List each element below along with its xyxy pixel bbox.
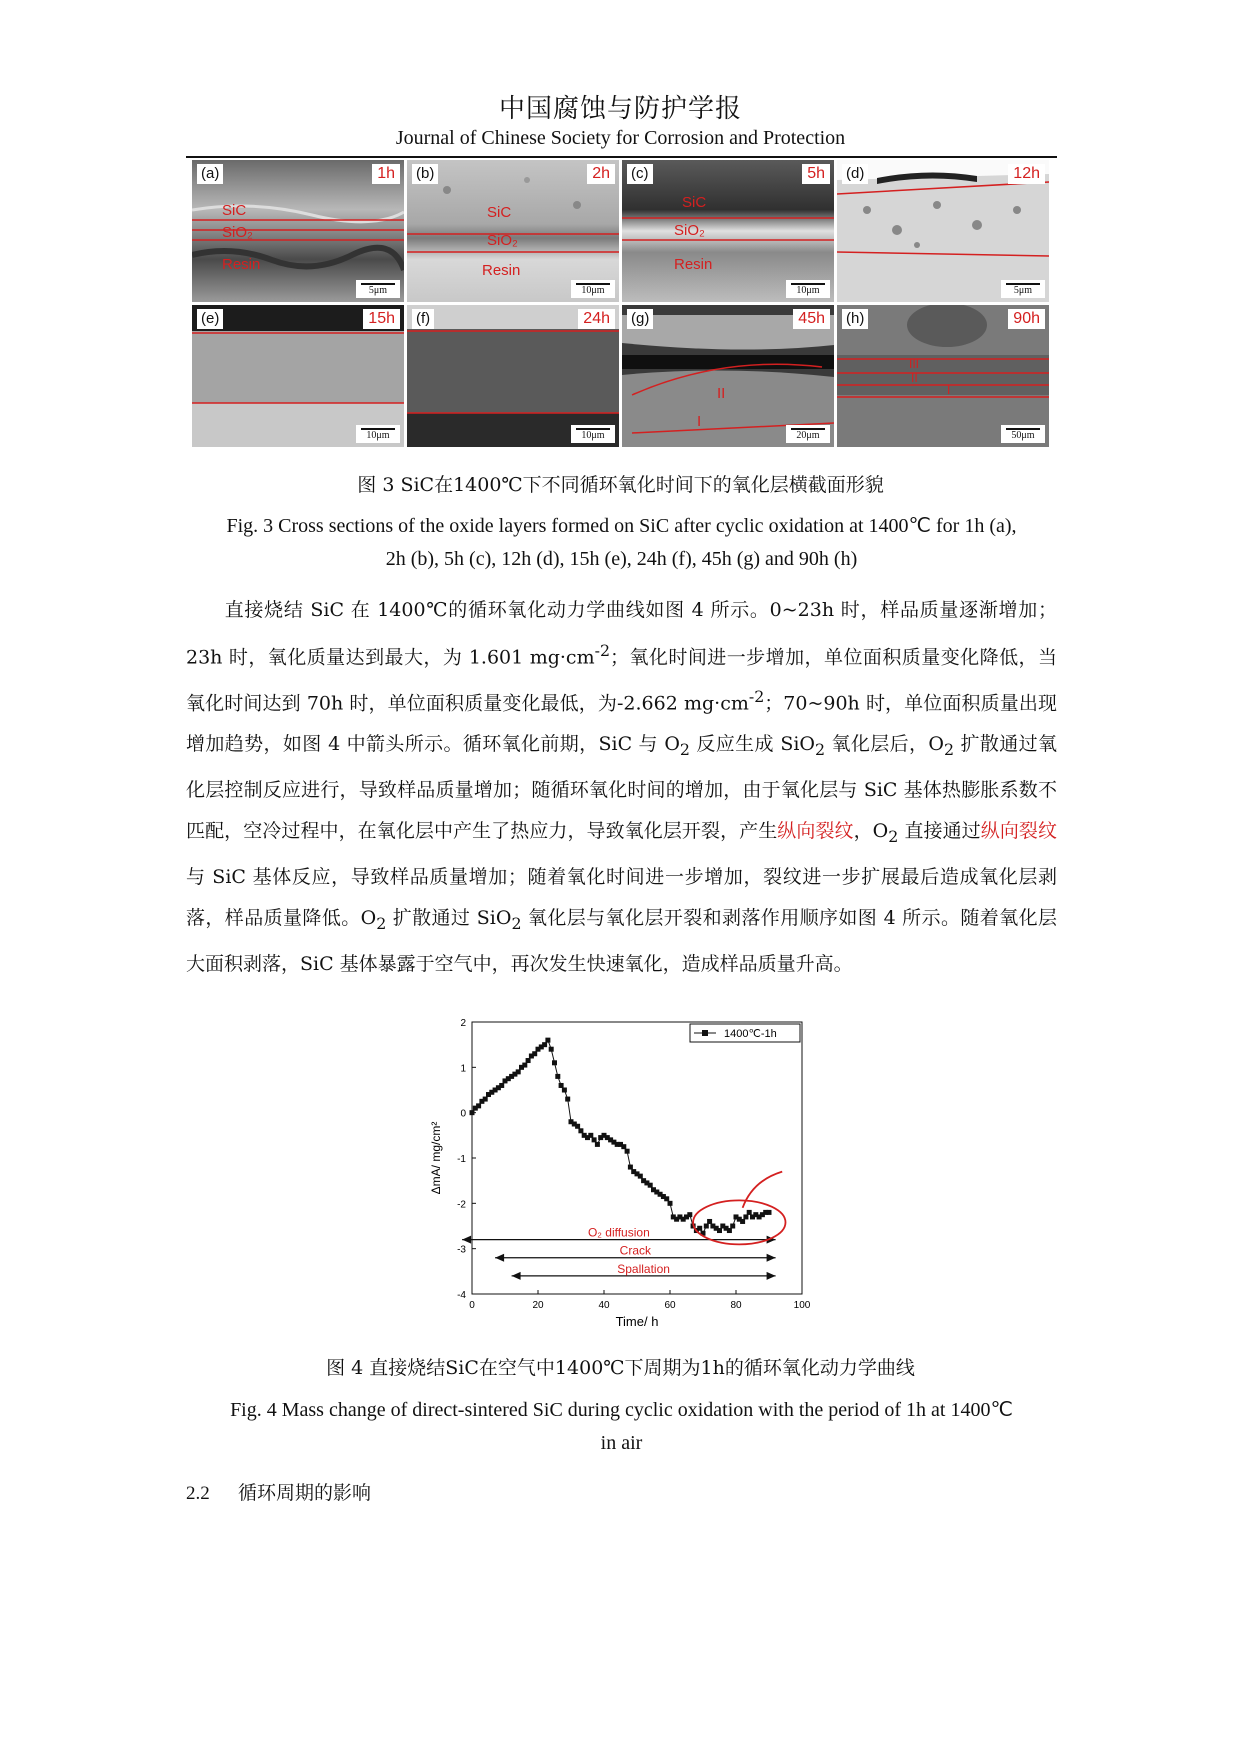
figure3-caption-en: Fig. 3 Cross sections of the oxide layers formed on SiC after cyclic oxidation at 1400℃ for 1h (a), 2h (b), 5h (c), 12h (d), 15h (e), 24h (f), 45h (g) and 90h (h): [226, 515, 1017, 570]
data-point: [730, 1224, 735, 1229]
layer-label: SiO₂: [487, 232, 518, 249]
arrow-head: [462, 1236, 471, 1244]
scale-bar: 10μm: [571, 280, 615, 298]
panel-label: (e): [197, 309, 223, 329]
arrow-head: [512, 1272, 521, 1280]
legend-marker: [702, 1030, 708, 1036]
data-point: [767, 1210, 772, 1215]
x-tick-label: 80: [730, 1300, 742, 1311]
y-tick-label: -2: [457, 1199, 466, 1211]
data-point: [559, 1083, 564, 1088]
x-axis-label: Time/ h: [615, 1314, 659, 1329]
scale-bar: 10μm: [356, 425, 400, 443]
panel-time: 15h: [363, 309, 400, 329]
scale-bar: 10μm: [571, 425, 615, 443]
figure3-caption-cn: 图 3 SiC在1400℃下不同循环氧化时间下的氧化层横截面形貌: [357, 474, 884, 496]
layer-label: II: [717, 385, 726, 402]
panel-label: (d): [842, 164, 868, 184]
scale-bar: 50μm: [1001, 425, 1045, 443]
data-point: [549, 1047, 554, 1052]
panel-time: 2h: [587, 164, 615, 184]
data-point: [555, 1074, 560, 1079]
panel-time: 24h: [578, 309, 615, 329]
panel-time: 12h: [1008, 164, 1045, 184]
data-point: [687, 1212, 692, 1217]
panel-label: (b): [412, 164, 438, 184]
sem-panel-g: [622, 305, 834, 447]
data-point: [578, 1128, 583, 1133]
layer-label: III: [909, 357, 920, 371]
y-tick-label: -4: [457, 1290, 466, 1301]
layer-label: SiC: [222, 202, 247, 219]
legend-label: 1400℃-1h: [724, 1028, 777, 1040]
sem-panel-f: [407, 305, 619, 447]
data-point: [717, 1228, 722, 1233]
y-axis-label: ΔmA/ mg/cm²: [429, 1121, 443, 1195]
highlight-text: 纵向裂纹: [980, 819, 1057, 842]
data-point: [743, 1214, 748, 1219]
body-paragraph: 直接烧结 SiC 在 1400℃的循环氧化动力学曲线如图 4 所示。0~23h 时，样品质量逐渐增加；23h 时，氧化质量达到最大，为 1.601 $mg\cdot cm^{-2}$；氧化时间进一步增加，单位面积质量变化降低，当氧化时间达到 70h 时，单位面积质量变化最低，为-2.662 $mg\cdot cm^{-2}$；70~90h 时，单位面积质量出现增加趋势，如图 4 中箭头所示。循环氧化前期，SiC 与 $O_2$ 反应生成 SiO$_2$ 氧化层后，$O_2$ 扩散通过氧化层控制反应进行，导致样品质量增加；随循环氧化时间的增加，由于氧化层与 SiC 基体热膨胀系数不匹配，空冷过程中，在氧化层中产生了热应力，导致氧化层开裂，产生纵向裂纹，$O_2$ 直接通过纵向裂纹与 SiC 基体反应，导致样品质量增加；随着氧化时间进一步增加，裂纹进一步扩展最后造成氧化层剥落，样品质量降低。$O_2$ 扩散通过 SiO$_2$ 氧化层与氧化层开裂和剥落作用顺序如图 4 所示。随着氧化层大面积剥落，SiC 基体暴露于空气中，再次发生快速氧化，造成样品质量升高。: [186, 599, 1058, 976]
data-point: [740, 1219, 745, 1224]
layer-label: SiO₂: [674, 222, 705, 239]
data-point: [562, 1088, 567, 1093]
arrow-head: [767, 1254, 776, 1262]
x-tick-label: 0: [469, 1300, 475, 1311]
x-tick-label: 40: [598, 1300, 610, 1311]
y-tick-label: -1: [457, 1154, 466, 1165]
data-point: [648, 1183, 653, 1188]
panel-time: 5h: [802, 164, 830, 184]
scale-bar: 20μm: [786, 425, 830, 443]
data-point: [621, 1144, 626, 1149]
x-tick-label: 60: [664, 1300, 676, 1311]
highlight-text: 纵向裂纹: [777, 819, 854, 842]
arrow-head: [495, 1254, 504, 1262]
sem-panel-e: [192, 305, 404, 447]
panel-label: (h): [842, 309, 868, 329]
journal-title-en: Journal of Chinese Society for Corrosion and Protection: [395, 127, 846, 149]
layer-label: II: [911, 371, 918, 385]
panel-label: (c): [627, 164, 653, 184]
journal-title-cn: 中国腐蚀与防护学报: [498, 94, 742, 124]
figure3-grid: [192, 160, 1050, 448]
layer-label: I: [697, 413, 702, 430]
y-tick-label: 0: [460, 1108, 466, 1120]
layer-label: SiO₂: [222, 224, 253, 241]
data-point: [522, 1063, 527, 1068]
sem-panel-c: [622, 160, 834, 302]
annotation-label: Crack: [619, 1243, 652, 1258]
layer-label: Resin: [482, 262, 521, 279]
y-tick-label: 2: [460, 1018, 466, 1029]
data-point: [668, 1201, 673, 1206]
data-point: [565, 1097, 570, 1102]
data-point: [476, 1103, 481, 1108]
data-point: [552, 1060, 557, 1065]
section-heading: 2.2 循环周期的影响: [186, 1482, 372, 1504]
data-point: [526, 1058, 531, 1063]
layer-label: SiC: [487, 204, 512, 221]
data-point: [542, 1042, 547, 1047]
panel-time: 45h: [793, 309, 830, 329]
annotation-label: O₂ diffusion: [587, 1225, 650, 1240]
x-tick-label: 20: [532, 1300, 544, 1311]
data-point: [588, 1133, 593, 1138]
panel-time: 1h: [372, 164, 400, 184]
data-point: [704, 1224, 709, 1229]
y-tick-label: 1: [460, 1063, 466, 1075]
data-point: [516, 1069, 521, 1074]
scale-bar: 5μm: [1001, 280, 1045, 298]
panel-label: (a): [197, 164, 223, 184]
data-point: [625, 1149, 630, 1154]
figure4-chart: [420, 1010, 820, 1340]
figure4-caption-cn: 图 4 直接烧结SiC在空气中1400℃下周期为1h的循环氧化动力学曲线: [326, 1357, 915, 1379]
x-tick-label: 100: [793, 1300, 811, 1311]
panel-time: 90h: [1008, 309, 1045, 329]
data-point: [664, 1196, 669, 1201]
data-point: [727, 1228, 732, 1233]
sem-panel-d: [837, 160, 1049, 302]
data-point: [628, 1165, 633, 1170]
data-point: [707, 1219, 712, 1224]
data-point: [592, 1137, 597, 1142]
data-point: [483, 1097, 488, 1102]
sem-panel-b: [407, 160, 619, 302]
data-point: [747, 1210, 752, 1215]
data-point: [697, 1226, 702, 1231]
data-point: [470, 1110, 475, 1115]
data-point: [575, 1124, 580, 1129]
sem-panel-a: [192, 160, 404, 302]
panel-label: (g): [627, 309, 653, 329]
data-point: [595, 1142, 600, 1147]
panel-label: (f): [412, 309, 434, 329]
layer-label: Resin: [222, 256, 261, 273]
highlight-ellipse: [693, 1200, 785, 1244]
annotation-label: Spallation: [617, 1261, 670, 1276]
data-point: [499, 1083, 504, 1088]
y-tick-label: -3: [457, 1244, 466, 1256]
scale-bar: 10μm: [786, 280, 830, 298]
data-point: [532, 1051, 537, 1056]
scale-bar: 5μm: [356, 280, 400, 298]
arrow-head: [767, 1272, 776, 1280]
figure4-caption-en: Fig. 4 Mass change of direct-sintered SiC during cyclic oxidation with the period of 1h at 1400℃ in air: [230, 1399, 1013, 1454]
header-rule: [186, 156, 1057, 158]
data-point: [545, 1038, 550, 1043]
layer-label: Resin: [674, 256, 713, 273]
layer-label: I: [947, 383, 951, 397]
sem-panel-h: [837, 305, 1049, 447]
layer-label: SiC: [682, 194, 707, 211]
data-point: [638, 1174, 643, 1179]
series-line: [472, 1040, 769, 1233]
